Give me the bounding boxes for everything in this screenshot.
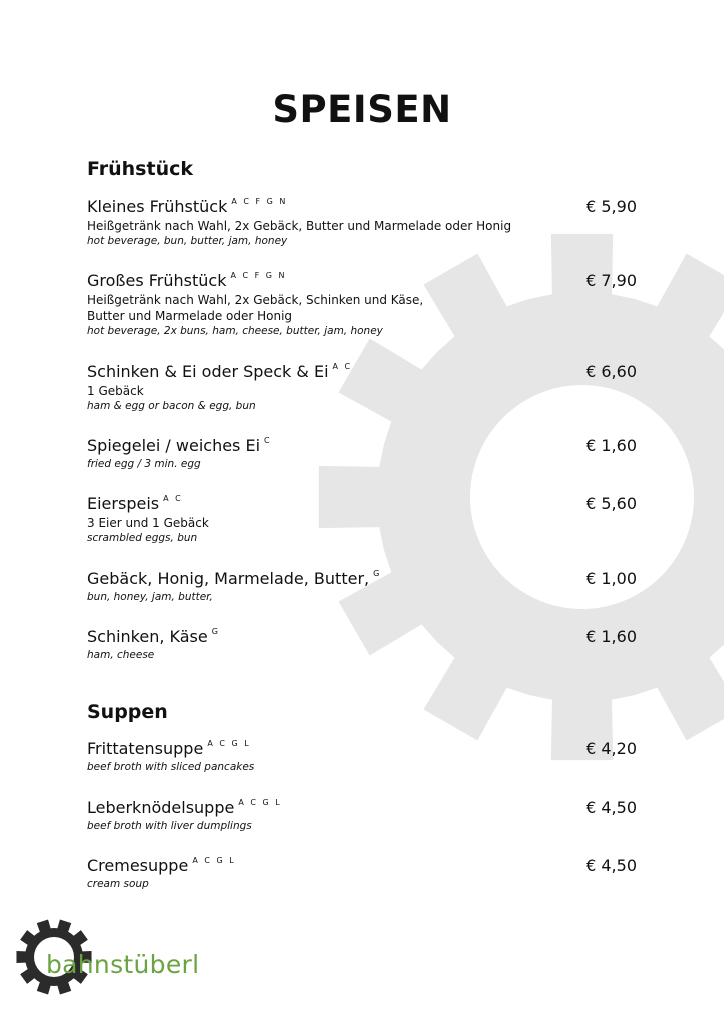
section-title-soups: Suppen	[87, 701, 168, 723]
menu-item-eierspeis	[87, 493, 637, 546]
menu-item-cremesuppe	[87, 855, 637, 892]
item-english: scrambled eggs, bun	[87, 532, 198, 544]
menu-item-grosses-fruehstueck	[87, 270, 637, 339]
item-english: cream soup	[87, 878, 149, 890]
item-english: beef broth with sliced pancakes	[87, 761, 255, 773]
item-allergens: A C G L	[192, 856, 236, 865]
item-allergens: G	[211, 627, 220, 636]
item-name: Kleines Frühstück	[87, 197, 228, 216]
item-name: Cremesuppe	[87, 856, 189, 875]
item-name: Großes Frühstück	[87, 271, 227, 290]
item-english: hot beverage, 2x buns, ham, cheese, butter, jam, honey	[87, 325, 383, 337]
item-allergens: A C G L	[238, 798, 282, 807]
menu-item-gebaeck	[87, 568, 637, 605]
item-price: € 1,00	[586, 569, 637, 588]
item-allergens: A C F G N	[231, 197, 288, 206]
item-description: Heißgetränk nach Wahl, 2x Gebäck, Schinken und Käse,	[87, 293, 424, 307]
item-name: Schinken, Käse	[87, 627, 208, 646]
item-allergens: A C	[163, 494, 183, 503]
item-price: € 4,50	[586, 856, 637, 875]
item-allergens: C	[264, 436, 272, 445]
item-description: Heißgetränk nach Wahl, 2x Gebäck, Butter und Marmelade oder Honig	[87, 219, 512, 233]
menu-item-leberknoedelsuppe	[87, 797, 637, 834]
item-name: Leberknödelsuppe	[87, 798, 235, 817]
item-english: ham, cheese	[87, 649, 155, 661]
item-allergens: A C	[332, 362, 353, 371]
item-allergens: A C G L	[207, 739, 251, 748]
item-name: Gebäck, Honig, Marmelade, Butter,	[87, 569, 370, 588]
item-english: bun, honey, jam, butter,	[87, 591, 213, 603]
menu-item-kleines-fruehstueck	[87, 196, 637, 249]
item-name: Eierspeis	[87, 494, 160, 513]
item-name: Schinken & Ei oder Speck & Ei	[87, 362, 329, 381]
item-allergens: A C F G N	[230, 271, 287, 280]
item-price: € 4,20	[586, 739, 637, 758]
brand-name: bahnstüberl	[46, 950, 200, 979]
section-title-breakfast: Frühstück	[87, 158, 194, 180]
item-description: 3 Eier und 1 Gebäck	[87, 516, 209, 530]
item-price: € 1,60	[586, 436, 637, 455]
item-price: € 5,90	[586, 197, 637, 216]
item-price: € 5,60	[586, 494, 637, 513]
item-english: fried egg / 3 min. egg	[87, 458, 201, 470]
page-title: SPEISEN	[272, 88, 452, 131]
item-price: € 6,60	[586, 362, 637, 381]
item-description: 1 Gebäck	[87, 384, 144, 398]
menu-item-schinken-ei	[87, 361, 637, 414]
item-name: Spiegelei / weiches Ei	[87, 436, 261, 455]
item-price: € 7,90	[586, 271, 637, 290]
item-price: € 1,60	[586, 627, 637, 646]
item-description: Butter und Marmelade oder Honig	[87, 309, 293, 323]
item-price: € 4,50	[586, 798, 637, 817]
item-allergens: G	[373, 569, 382, 578]
item-name: Frittatensuppe	[87, 739, 204, 758]
menu-item-frittatensuppe	[87, 738, 637, 775]
item-english: hot beverage, bun, butter, jam, honey	[87, 235, 288, 247]
item-english: beef broth with liver dumplings	[87, 820, 252, 832]
item-english: ham & egg or bacon & egg, bun	[87, 400, 256, 412]
menu-item-spiegelei	[87, 435, 637, 472]
menu-item-schinken-kaese	[87, 626, 637, 663]
